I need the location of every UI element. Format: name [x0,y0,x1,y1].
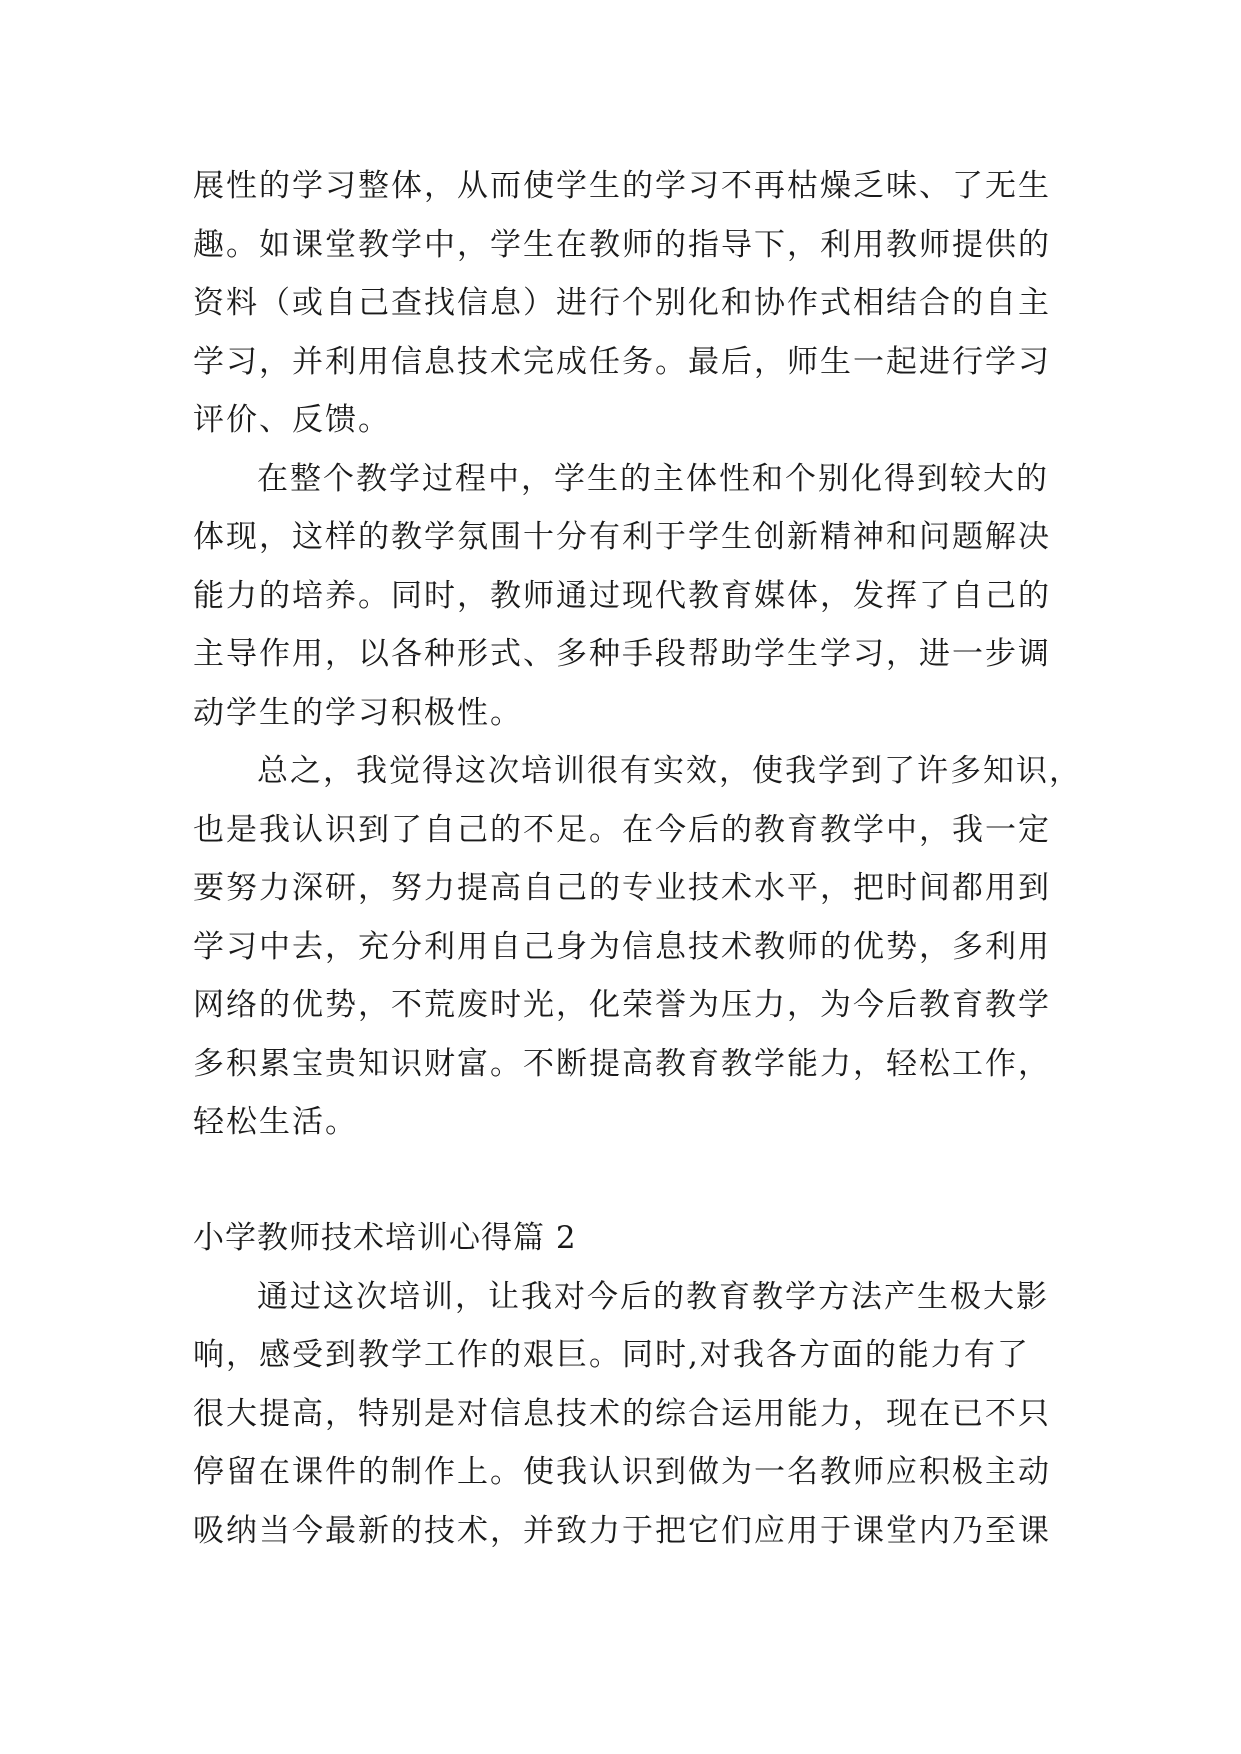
paragraph-line: 学习，并利用信息技术完成任务。最后，师生一起进行学习 [193,344,1051,380]
paragraph-line: 通过这次培训，让我对今后的教育教学方法产生极大影 [257,1279,1049,1315]
paragraph-line: 停留在课件的制作上。使我认识到做为一名教师应积极主动 [193,1454,1051,1490]
paragraph-line: 轻松生活。 [193,1104,358,1140]
paragraph-line: 主导作用，以各种形式、多种手段帮助学生学习，进一步调 [193,636,1051,672]
paragraph-line: 资料（或自己查找信息）进行个别化和协作式相结合的自主 [193,285,1051,321]
paragraph-line: 要努力深研，努力提高自己的专业技术水平，把时间都用到 [193,870,1051,906]
paragraph-line: 动学生的学习积极性。 [193,695,523,731]
paragraph-line: 体现，这样的教学氛围十分有利于学生创新精神和问题解决 [193,519,1051,555]
section-title: 小学教师技术培训心得篇 2 [193,1220,577,1256]
paragraph-line: 响，感受到教学工作的艰巨。同时,对我各方面的能力有了 [193,1337,1030,1373]
paragraph-line: 网络的优势，不荒废时光，化荣誉为压力，为今后教育教学 [193,987,1051,1023]
paragraph-line: 总之，我觉得这次培训很有实效，使我学到了许多知识， [257,753,1082,789]
paragraph-line: 吸纳当今最新的技术，并致力于把它们应用于课堂内乃至课 [193,1513,1051,1549]
paragraph-line: 在整个教学过程中，学生的主体性和个别化得到较大的 [257,461,1049,497]
paragraph-line: 展性的学习整体，从而使学生的学习不再枯燥乏味、了无生 [193,168,1051,204]
paragraph-line: 学习中去，充分利用自己身为信息技术教师的优势，多利用 [193,929,1051,965]
paragraph-line: 多积累宝贵知识财富。不断提高教育教学能力，轻松工作， [193,1046,1051,1082]
paragraph-line: 也是我认识到了自己的不足。在今后的教育教学中，我一定 [193,812,1051,848]
paragraph-line: 很大提高，特别是对信息技术的综合运用能力，现在已不只 [193,1396,1051,1432]
paragraph-line: 评价、反馈。 [193,402,391,438]
paragraph-line: 能力的培养。同时，教师通过现代教育媒体，发挥了自己的 [193,578,1051,614]
paragraph-line: 趣。如课堂教学中，学生在教师的指导下，利用教师提供的 [193,227,1051,263]
